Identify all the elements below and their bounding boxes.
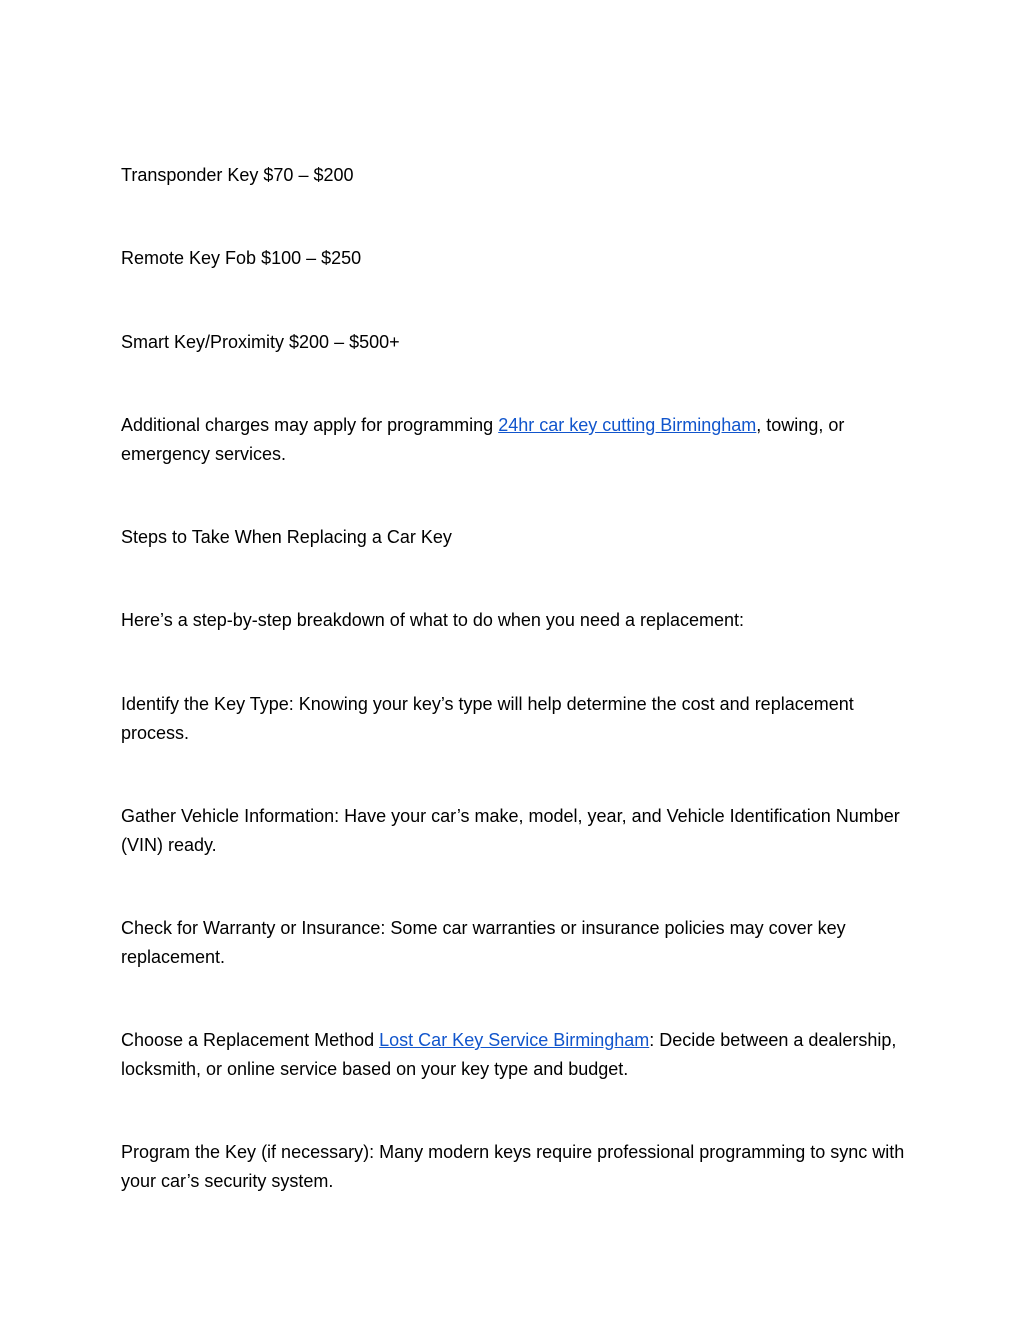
price-smart-key: Smart Key/Proximity $200 – $500+ (121, 332, 400, 352)
additional-charges-text-before: Additional charges may apply for programming (121, 415, 499, 435)
additional-charges-text-after: , towing, or emergency services. (121, 415, 845, 464)
step-identify-key-type: Identify the Key Type: Knowing your key’s type will help determine the cost and replacement process. (121, 694, 854, 743)
section-heading: Steps to Take When Replacing a Car Key (121, 527, 452, 547)
price-remote-key-fob: Remote Key Fob $100 – $250 (121, 248, 362, 268)
step-gather-vehicle-info: Gather Vehicle Information: Have your car’s make, model, year, and Vehicle Identification Number (VIN) ready. (121, 806, 900, 855)
lost-car-key-service-link[interactable]: Lost Car Key Service Birmingham (379, 1030, 650, 1050)
step-check-warranty: Check for Warranty or Insurance: Some car warranties or insurance policies may cover key replacement. (121, 918, 846, 967)
choose-method-text-before: Choose a Replacement Method (121, 1030, 380, 1050)
step-program-key: Program the Key (if necessary): Many modern keys require professional programming to sync with your car’s security system. (121, 1142, 905, 1191)
price-transponder-key: Transponder Key $70 – $200 (121, 165, 354, 185)
key-cutting-birmingham-link[interactable]: 24hr car key cutting Birmingham (498, 415, 757, 435)
step-choose-method (121, 1026, 911, 1083)
choose-method-text-after: : Decide between a dealership, locksmith, or online service based on your key type and budget. (121, 1030, 897, 1079)
additional-charges-paragraph (121, 411, 911, 468)
intro-paragraph: Here’s a step-by-step breakdown of what to do when you need a replacement: (121, 610, 745, 630)
